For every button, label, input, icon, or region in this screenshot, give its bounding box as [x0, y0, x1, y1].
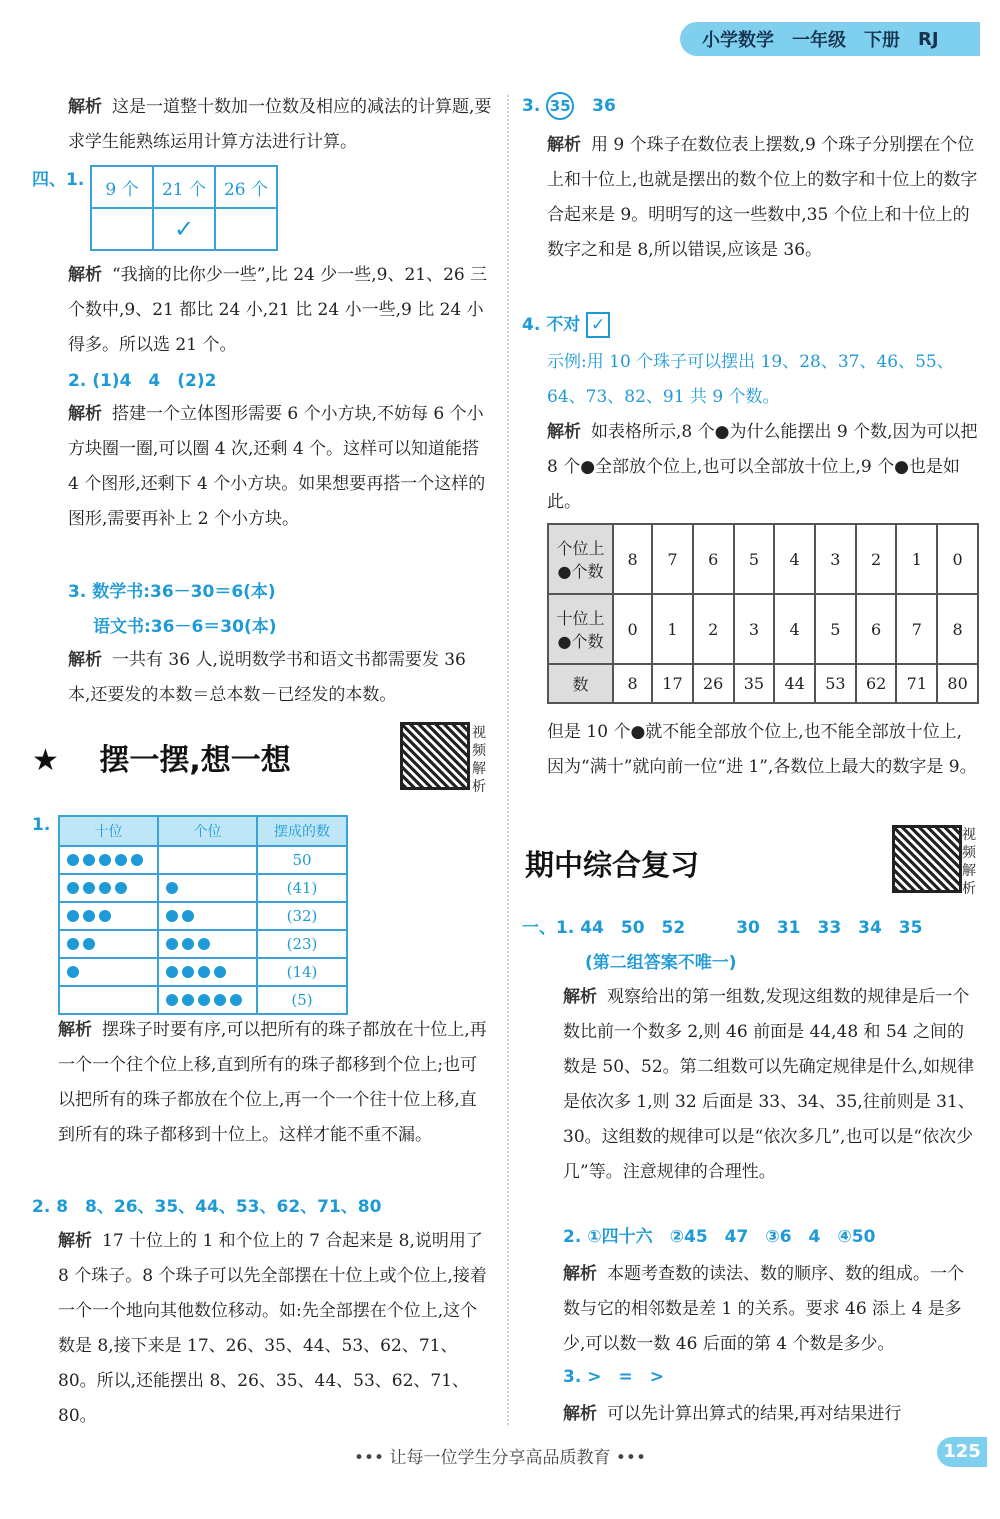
q3-right: 3. 35 36 — [522, 92, 616, 120]
star-icon: ★ — [32, 743, 59, 778]
circled-35: 35 — [546, 92, 574, 120]
q2-answer: 2. (1)4 4 (2)2 — [68, 371, 217, 391]
left-analysis-2: 解析 “我摘的比你少一些”,比 24 少一些,9、21、26 三个数中,9、21 都比 24 小,21 比 24 小一些,9 比 24 小得多。所以选 21 个。 — [68, 265, 488, 355]
header-subject: 小学数学 — [702, 30, 774, 51]
grid-cell: 5 — [734, 524, 775, 594]
bead-position-grid: 个位上●个数 8 7 6 5 4 3 2 1 0 十位上●个数 0 1 2 3 4 5 6 7 8 数 8 17 26 35 44 53 62 71 80 — [547, 523, 979, 704]
check-mark: ✓ — [153, 208, 215, 250]
grid-cell: 1 — [896, 524, 937, 594]
bead-icon — [115, 854, 127, 866]
bead-q-label: 1. — [32, 815, 51, 835]
column-divider — [507, 95, 509, 1425]
grid-cell: 4 — [774, 594, 815, 664]
grid-cell: 7 — [652, 524, 693, 594]
grid-cell: 1 — [652, 594, 693, 664]
bead-number: 50 — [257, 846, 347, 874]
right-analysis-5: 解析 本题考查数的读法、数的顺序、数的组成。一个数与它的相邻数是差 1 的关系。要求 46 添上 4 是多少,可以数一数 46 后面的第 4 个数是多少。 — [563, 1264, 964, 1354]
right-analysis-6: 解析 可以先计算出算式的结果,再对结果进行 — [563, 1404, 902, 1424]
q2b-answer: 2. 8 8、26、35、44、53、62、71、80 — [32, 1197, 382, 1217]
bead-number: (41) — [257, 874, 347, 902]
qr-video-label: 视频解析 — [962, 827, 976, 897]
bead-icon — [83, 882, 95, 894]
bead-icon — [214, 994, 226, 1006]
grid-cell: 3 — [734, 594, 775, 664]
qr-code-icon[interactable] — [400, 722, 470, 790]
bead-icon — [67, 966, 79, 978]
grid-cell: 53 — [815, 664, 856, 703]
grid-cell: 7 — [896, 594, 937, 664]
check-icon: ✓ — [586, 312, 610, 338]
right-analysis-2: 解析 如表格所示,8 个●为什么能摆出 9 个数,因为可以把 8 个●全部放个位上,也可以全部放十位上,9 个●也是如此。 — [547, 422, 978, 512]
bead-icon — [83, 910, 95, 922]
bead-icon — [131, 854, 143, 866]
grid-cell: 6 — [693, 524, 734, 594]
grid-cell: 6 — [856, 594, 897, 664]
table-row — [59, 930, 347, 958]
bead-icon — [182, 994, 194, 1006]
header-banner — [680, 22, 980, 56]
grid-cell: 0 — [937, 524, 978, 594]
header-volume: 下册 — [864, 30, 900, 51]
grid-cell: 44 — [774, 664, 815, 703]
right-analysis-4: 解析 观察给出的第一组数,发现这组数的规律是后一个数比前一个数多 2,则 46 前面是 44,48 和 54 之间的数是 50、52。第二组数可以先确定规律是什么,如规律是依次多 1,则 32 后面是 33、34、35,往前则是 31、30。这组数的规律可以是“依次多几”,也可以是“依次少几”等。注意规律的合理性。 — [563, 987, 975, 1182]
grid-cell: 5 — [815, 594, 856, 664]
grid-cell: 26 — [693, 664, 734, 703]
bead-icon — [182, 938, 194, 950]
bead-icon — [198, 966, 210, 978]
bead-icon — [166, 966, 178, 978]
section-title-right: 期中综合复习 — [525, 848, 700, 882]
grid-cell: 80 — [937, 664, 978, 703]
grid-cell: 3 — [815, 524, 856, 594]
bead-icon — [230, 994, 242, 1006]
q4-label: 四、1. — [32, 170, 85, 190]
header-grade: 一年级 — [792, 30, 846, 51]
grid-cell: 2 — [856, 524, 897, 594]
right-analysis-3: 但是 10 个●就不能全部放个位上,也不能全部放十位上,因为“满十”就向前一位“进 1”,各数位上最大的数字是 9。 — [547, 722, 977, 777]
bead-icon — [166, 938, 178, 950]
bead-icon — [182, 966, 194, 978]
s3-answers: 3. > = > — [563, 1367, 664, 1387]
bead-icon — [198, 994, 210, 1006]
grid-cell: 2 — [693, 594, 734, 664]
table-row — [59, 874, 347, 902]
table-row — [59, 986, 347, 1014]
bead-number: (5) — [257, 986, 347, 1014]
bead-number: (14) — [257, 958, 347, 986]
table-row — [59, 902, 347, 930]
bead-icon — [166, 910, 178, 922]
bead-icon — [67, 938, 79, 950]
bead-icon — [83, 854, 95, 866]
table-row — [59, 958, 347, 986]
bead-icon — [67, 882, 79, 894]
grid-cell: 35 — [734, 664, 775, 703]
grid-cell: 17 — [652, 664, 693, 703]
bead-icon — [214, 966, 226, 978]
q4-example: 示例:用 10 个珠子可以摆出 19、28、37、46、55、64、73、82、91 共 9 个数。 — [547, 352, 954, 407]
qr-code-icon[interactable] — [892, 825, 962, 893]
analysis-label: 解析 — [68, 97, 102, 117]
left-analysis-1: 解析 这是一道整十数加一位数及相应的减法的计算题,要求学生能熟练运用计算方法进行计算。 — [68, 97, 492, 152]
left-analysis-4: 解析 一共有 36 人,说明数学书和语文书都需要发 36 本,还要发的本数＝总本数－已经发的本数。 — [68, 650, 466, 705]
grid-cell: 4 — [774, 524, 815, 594]
left-analysis-6: 解析 17 十位上的 1 和个位上的 7 合起来是 8,说明用了 8 个珠子。8 个珠子可以先全部摆在十位上或个位上,接着一个一个地向其他数位移动。如:先全部摆在个位上,这个数是 8,接下来是 17、26、35、44、53、62、71、80。所以,还能摆出 8、26、35、44、53、62、71、80。 — [58, 1231, 487, 1426]
bead-table: 十位 个位 摆成的数 50 (41) (32) (23) (14) (5) — [58, 815, 348, 1015]
section-title-left: ★ 摆一摆,想一想 — [32, 743, 291, 778]
left-analysis-5: 解析 摆珠子时要有序,可以把所有的珠子都放在十位上,再一个一个往个位上移,直到所有的珠子都移到个位上;也可以把所有的珠子都放在个位上,再一个一个往十位上移,直到所有的珠子都移到十位上。这样才能不重不漏。 — [58, 1020, 487, 1145]
page-number: 125 — [937, 1437, 987, 1467]
qr-video-label: 视频解析 — [472, 725, 486, 795]
grid-cell: 8 — [937, 594, 978, 664]
s1-answers: 一、1. 44 50 52 30 31 33 34 35 — [522, 918, 923, 938]
bead-icon — [166, 994, 178, 1006]
grid-cell: 71 — [896, 664, 937, 703]
left-analysis-3: 解析 搭建一个立体图形需要 6 个小方块,不妨每 6 个小方块圈一圈,可以圈 4 次,还剩 4 个。这样可以知道能搭 4 个图形,还剩下 4 个小方块。如果想要再搭一个这样的图形,需要再补上 2 个小方块。 — [68, 404, 486, 529]
grid-cell: 8 — [613, 664, 652, 703]
s2-answers: 2. ①四十六 ②45 47 ③6 4 ④50 — [563, 1227, 876, 1247]
grid-cell: 8 — [613, 524, 652, 594]
bead-icon — [83, 938, 95, 950]
bead-icon — [99, 882, 111, 894]
s1-note: (第二组答案不唯一) — [585, 953, 737, 973]
bead-number: (32) — [257, 902, 347, 930]
bead-icon — [182, 910, 194, 922]
bead-icon — [99, 910, 111, 922]
table-row — [59, 846, 347, 874]
footer-slogan: ••• 让每一位学生分享高品质教育 ••• — [354, 1448, 646, 1468]
q4-right: 4. 不对 ✓ — [522, 310, 610, 338]
q4-answer-table: 9 个 21 个 26 个 ✓ — [90, 165, 278, 251]
header-edition: RJ — [918, 28, 939, 50]
bead-icon — [67, 854, 79, 866]
bead-icon — [99, 854, 111, 866]
bead-icon — [198, 938, 210, 950]
bead-number: (23) — [257, 930, 347, 958]
right-analysis-1: 解析 用 9 个珠子在数位表上摆数,9 个珠子分别摆在个位上和十位上,也就是摆出的数个位上的数字和十位上的数字合起来是 9。明明写的这一些数中,35 个位上和十位上的数字之和是 8,所以错误,应该是 36。 — [547, 135, 978, 260]
q3-answers: 3. 数学书:36－30＝6(本) 语文书:36－6＝30(本) — [68, 582, 277, 637]
bead-icon — [166, 882, 178, 894]
grid-cell: 62 — [856, 664, 897, 703]
bead-icon — [115, 882, 127, 894]
bead-icon — [67, 910, 79, 922]
grid-cell: 0 — [613, 594, 652, 664]
